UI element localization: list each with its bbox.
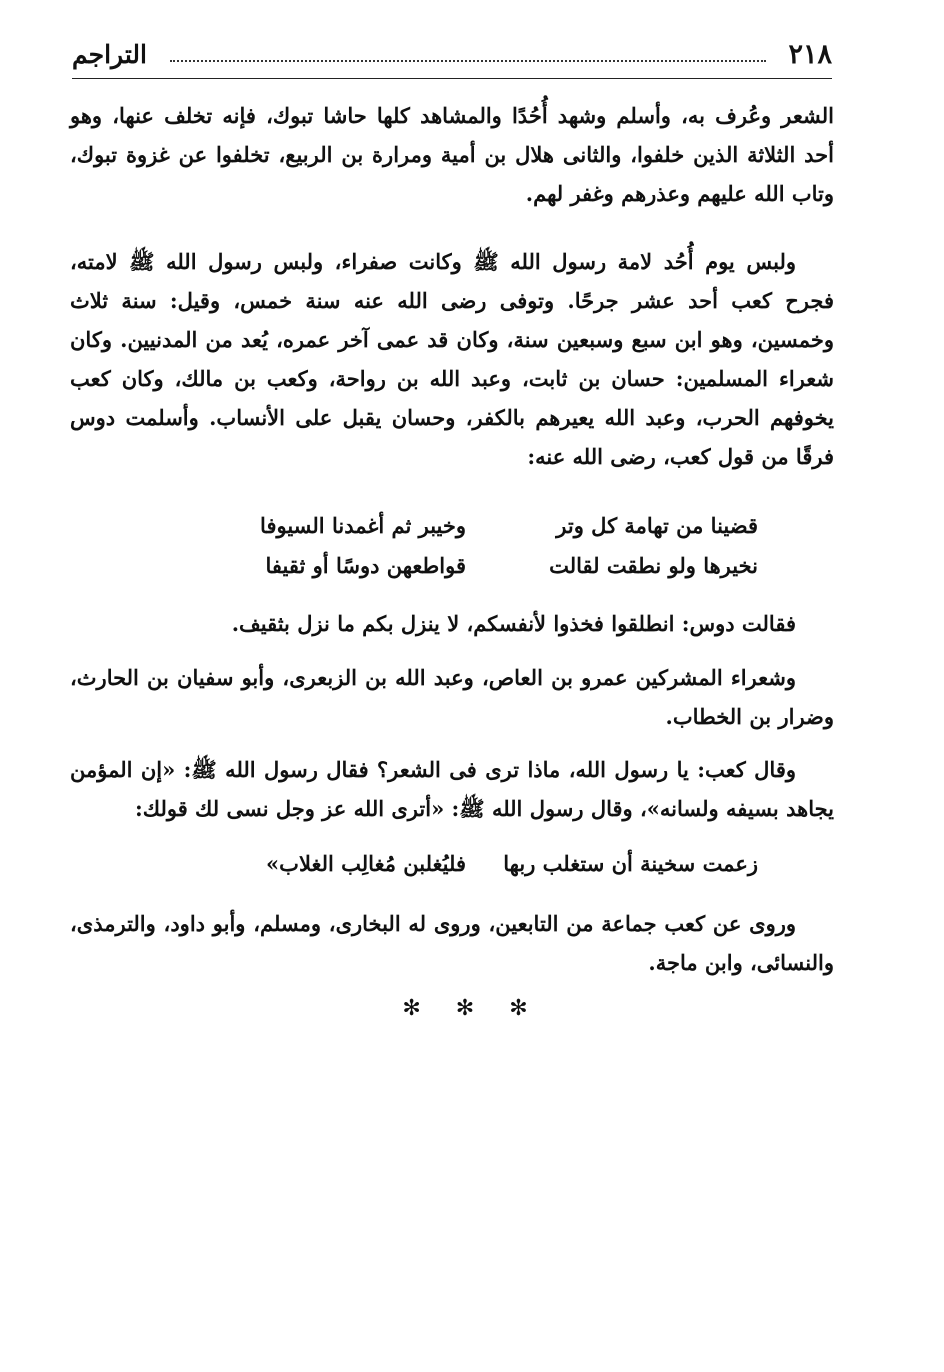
verse-2-first-hemistich: نخيرها ولو نطقت لقالت	[549, 553, 758, 578]
verse-2-second-hemistich: قواطعهن دوسًا أو ثقيفا	[265, 553, 466, 578]
page-number: ٢١٨	[788, 39, 832, 70]
verse-1-second-hemistich: وخيبر ثم أغمدنا السيوفا	[260, 513, 466, 538]
page-header	[72, 38, 832, 79]
running-head: التراجم	[72, 40, 147, 69]
verse-3-first-hemistich: زعمت سخينة أن ستغلب ربها	[503, 851, 758, 876]
header-dotted-leader	[170, 50, 766, 62]
paragraph-6: وروى عن كعب جماعة من التابعين، وروى له البخارى، ومسلم، وأبو داود، والترمذى، والنسائى، وابن ماجة.	[70, 911, 834, 975]
paragraph-3: فقالت دوس: انطلقوا فخذوا لأنفسكم، لا ينزل بكم ما نزل بثقيف.	[231, 611, 796, 636]
paragraph-2: ولبس يوم أُحُد لامة رسول الله ﷺ وكانت صفراء، ولبس رسول الله ﷺ لامته، فجرح كعب أحد عشر جرحًا. وتوفى رضى الله عنه سنة خمس، وقيل: سنة ثلاث وخمسين، وهو ابن سبع وسبعين سنة، وكان قد عمى آخر عمره، يُعد من المدنيين. وكان شعراء المسلمين: حسان بن ثابت، وعبد الله بن رواحة، وكعب بن مالك، وكان كعب يخوفهم الحرب، وعبد الله يعيرهم بالكفر، وحسان يقبل على الأنساب. وأسلمت دوس فرقًا من قول كعب، رضى الله عنه:	[70, 249, 834, 469]
verse-1-first-hemistich: قضينا من تهامة كل وتر	[556, 513, 758, 538]
section-divider-asterisks: ✻ ✻ ✻	[402, 996, 542, 1021]
paragraph-4: وشعراء المشركين عمرو بن العاص، وعبد الله بن الزبعرى، وأبو سفيان بن الحارث، وضرار بن الخطاب.	[70, 665, 834, 729]
paragraph-5: وقال كعب: يا رسول الله، ماذا ترى فى الشعر؟ فقال رسول الله ﷺ: «إن المؤمن يجاهد بسيفه ولسانه»، وقال رسول الله ﷺ: «أترى الله عز وجل نسى لك قولك:	[70, 757, 834, 821]
paragraph-1: الشعر وعُرف به، وأسلم وشهد أُحُدًا والمشاهد كلها حاشا تبوك، فإنه تخلف عنها، وهو أحد الثلاثة الذين خلفوا، والثانى هلال بن أمية ومرارة بن الربيع، تخلفوا عن غزوة تبوك، وتاب الله عليهم وعذرهم وغفر لهم.	[70, 103, 834, 206]
verse-3-second-hemistich: فليُغلبن مُغالِب الغلاب»	[266, 851, 466, 876]
